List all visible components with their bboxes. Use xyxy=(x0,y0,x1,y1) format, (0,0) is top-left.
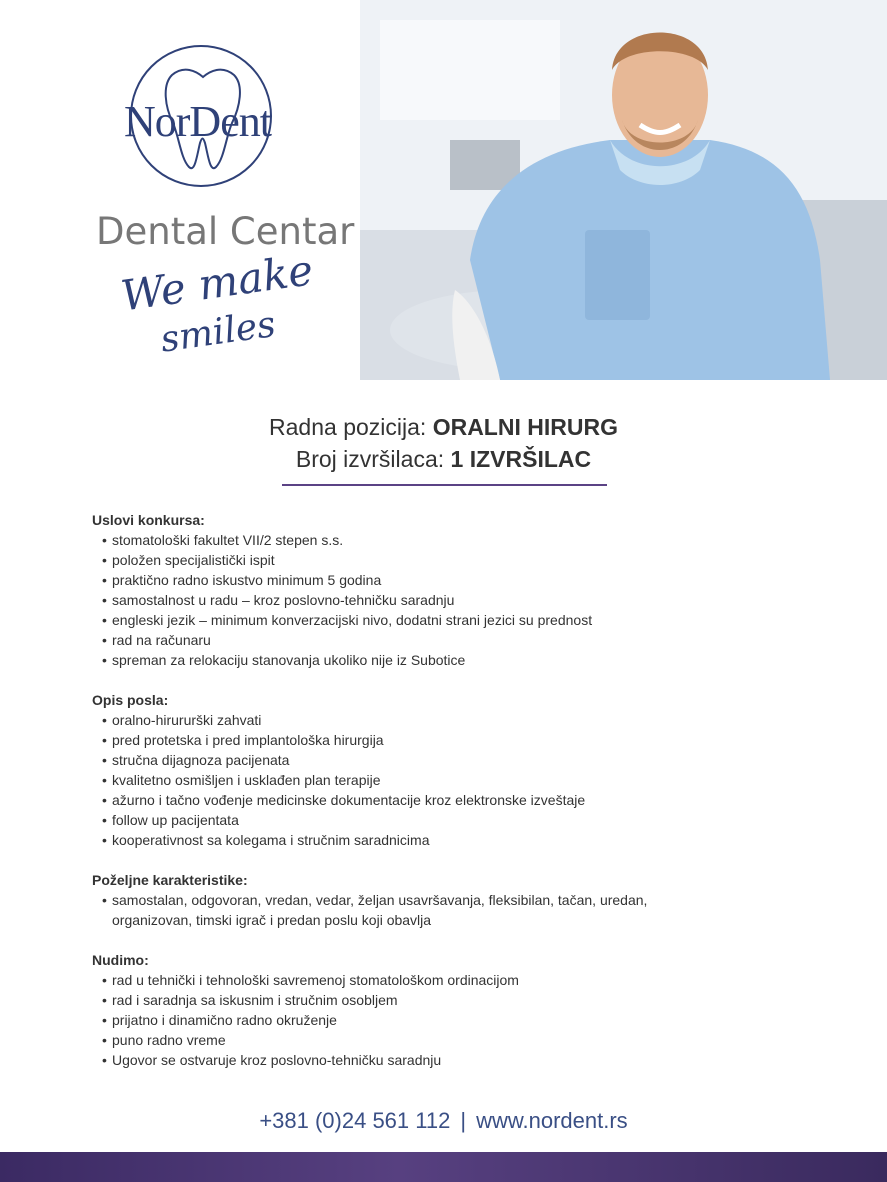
list-item: • pred protetska i pred implantološka hirurgija xyxy=(102,730,772,750)
list-item: • spreman za relokaciju stanovanja ukoliko nije iz Subotice xyxy=(102,650,772,670)
position-line xyxy=(0,414,887,441)
section-desired-traits xyxy=(92,870,772,930)
website-link[interactable]: www.nordent.rs xyxy=(476,1108,628,1133)
list-item: • kooperativnost sa kolegama i stručnim saradnicima xyxy=(102,830,772,850)
footer-contact xyxy=(0,1108,887,1134)
section-title: Nudimo: xyxy=(92,952,149,968)
slogan-line-1: We make xyxy=(118,245,317,321)
footer-bar xyxy=(0,1152,887,1182)
section-title: Opis posla: xyxy=(92,692,169,708)
list-item: • oralno-hirururški zahvati xyxy=(102,710,772,730)
section-title: Poželjne karakteristike: xyxy=(92,872,248,888)
list-item: • samostalan, odgovoran, vredan, vedar, željan usavršavanja, fleksibilan, tačan, uredan, organizovan, timski igrač i predan poslu koji obavlja xyxy=(102,890,682,930)
divider-line xyxy=(282,484,607,486)
list-item: • follow up pacijentata xyxy=(102,810,772,830)
list-item: • stomatološki fakultet VII/2 stepen s.s. xyxy=(102,530,772,550)
job-description-list xyxy=(92,710,772,850)
position-value: ORALNI HIRURG xyxy=(432,414,618,440)
brand-logo-text: NorDent xyxy=(124,97,271,146)
count-line xyxy=(0,446,887,473)
list-item: • položen specijalistički ispit xyxy=(102,550,772,570)
count-label: Broj izvršilaca: xyxy=(295,446,445,472)
section-job-description xyxy=(92,690,772,850)
list-item: • praktično radno iskustvo minimum 5 godina xyxy=(102,570,772,590)
list-item: • rad na računaru xyxy=(102,630,772,650)
list-item: • rad u tehnički i tehnološki savremenoj stomatološkom ordinacijom xyxy=(102,970,772,990)
dentist-illustration xyxy=(360,0,887,380)
slogan-line-2: smiles xyxy=(158,303,279,361)
footer-separator: | xyxy=(460,1108,467,1133)
position-label: Radna pozicija: xyxy=(269,414,427,440)
requirements-list xyxy=(92,530,772,670)
list-item: • ažurno i tačno vođenje medicinske dokumentacije kroz elektronske izveštaje xyxy=(102,790,772,810)
section-requirements xyxy=(92,510,772,670)
list-item: • kvalitetno osmišljen i usklađen plan terapije xyxy=(102,770,772,790)
list-item: • stručna dijagnoza pacijenata xyxy=(102,750,772,770)
count-value: 1 IZVRŠILAC xyxy=(450,446,592,472)
section-title: Uslovi konkursa: xyxy=(92,512,205,528)
list-item: • samostalnost u radu – kroz poslovno-tehničku saradnju xyxy=(102,590,772,610)
list-item: • engleski jezik – minimum konverzacijski nivo, dodatni strani jezici su prednost xyxy=(102,610,772,630)
brand-subtitle: Dental Centar xyxy=(96,210,355,253)
desired-traits-list xyxy=(92,890,772,930)
offer-list xyxy=(92,970,772,1070)
list-item: • prijatno i dinamično radno okruženje xyxy=(102,1010,772,1030)
list-item: • puno radno vreme xyxy=(102,1030,772,1050)
dentist-photo xyxy=(360,0,887,380)
phone-number[interactable]: +381 (0)24 561 112 xyxy=(259,1108,451,1133)
section-offer xyxy=(92,950,772,1070)
list-item: • rad i saradnja sa iskusnim i stručnim osobljem xyxy=(102,990,772,1010)
list-item: • Ugovor se ostvaruje kroz poslovno-tehničku saradnju xyxy=(102,1050,772,1070)
